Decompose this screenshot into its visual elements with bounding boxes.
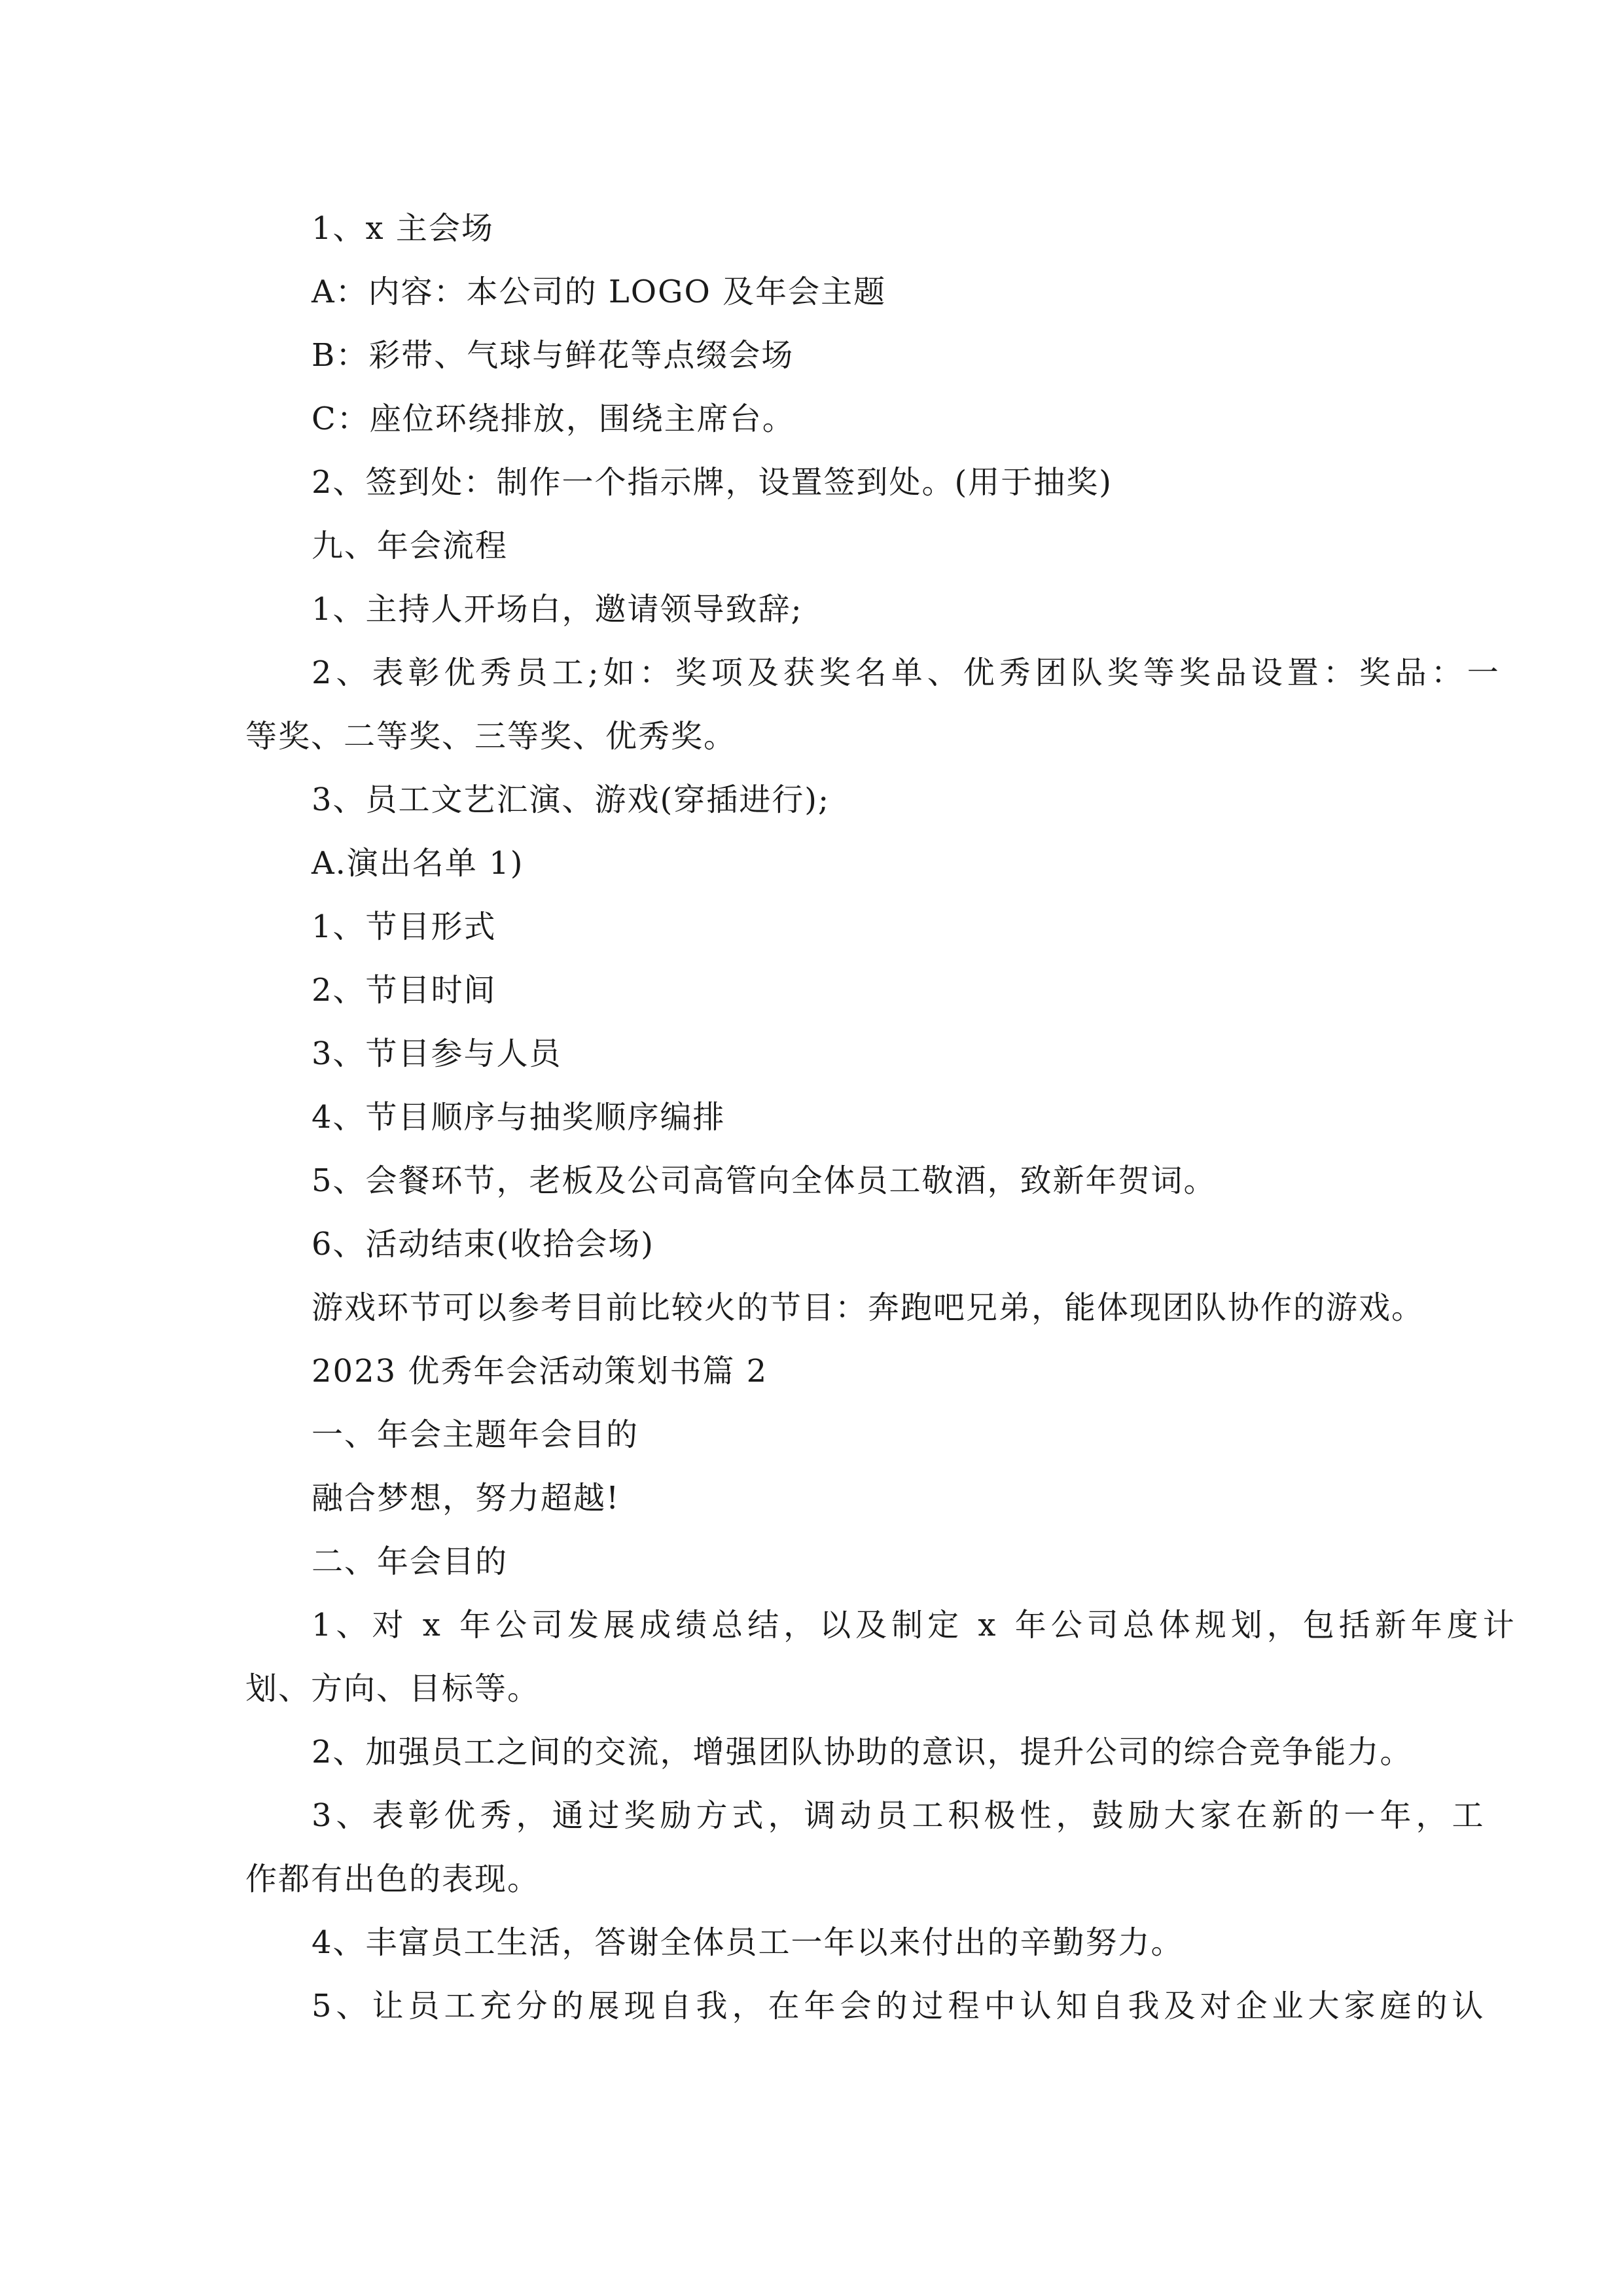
text-line: 5、让员工充分的展现自我，在年会的过程中认知自我及对企业大家庭的认 [312, 1988, 1488, 2024]
text-line: 等奖、二等奖、三等奖、优秀奖。 [245, 718, 737, 755]
text-line: 3、表彰优秀，通过奖励方式，调动员工积极性，鼓励大家在新的一年，工 [312, 1797, 1488, 1834]
text-line: A.演出名单 1) [312, 845, 524, 882]
text-line: 作都有出色的表现。 [245, 1861, 541, 1897]
section-heading: 九、年会流程 [312, 528, 508, 564]
text-line: 1、节目形式 [312, 908, 497, 945]
section-heading: 二、年会目的 [312, 1543, 508, 1580]
text-line: 4、节目顺序与抽奖顺序编排 [312, 1099, 726, 1136]
text-line: 1、对 x 年公司发展成绩总结，以及制定 x 年公司总体规划，包括新年度计 [312, 1607, 1519, 1643]
text-line: 2、加强员工之间的交流，增强团队协助的意识，提升公司的综合竞争能力。 [312, 1734, 1413, 1770]
text-line: 2、签到处：制作一个指示牌，设置签到处。(用于抽奖) [312, 464, 1113, 501]
text-line: 1、主持人开场白，邀请领导致辞; [312, 591, 803, 628]
text-line: 6、活动结束(收拾会场) [312, 1226, 654, 1263]
text-line: C：座位环绕排放，围绕主席台。 [312, 401, 795, 437]
text-line: 4、丰富员工生活，答谢全体员工一年以来付出的辛勤努力。 [312, 1924, 1184, 1961]
text-line: 划、方向、目标等。 [245, 1670, 541, 1707]
document-title: 2023 优秀年会活动策划书篇 2 [312, 1353, 768, 1390]
text-line: 1、x 主会场 [312, 210, 494, 247]
text-line: 游戏环节可以参考目前比较火的节目：奔跑吧兄弟，能体现团队协作的游戏。 [312, 1289, 1425, 1326]
text-line: 2、节目时间 [312, 972, 497, 1009]
text-line: 3、节目参与人员 [312, 1035, 562, 1072]
section-heading: 一、年会主题年会目的 [312, 1416, 639, 1453]
text-line: A：内容：本公司的 LOGO 及年会主题 [312, 274, 887, 310]
text-line: 融合梦想，努力超越! [312, 1480, 620, 1516]
text-line: 3、员工文艺汇演、游戏(穿插进行); [312, 781, 830, 818]
text-line: 2、表彰优秀员工;如：奖项及获奖名单、优秀团队奖等奖品设置：奖品：一 [312, 655, 1503, 691]
text-line: B：彩带、气球与鲜花等点缀会场 [312, 337, 794, 374]
text-line: 5、会餐环节，老板及公司高管向全体员工敬酒，致新年贺词。 [312, 1162, 1217, 1199]
